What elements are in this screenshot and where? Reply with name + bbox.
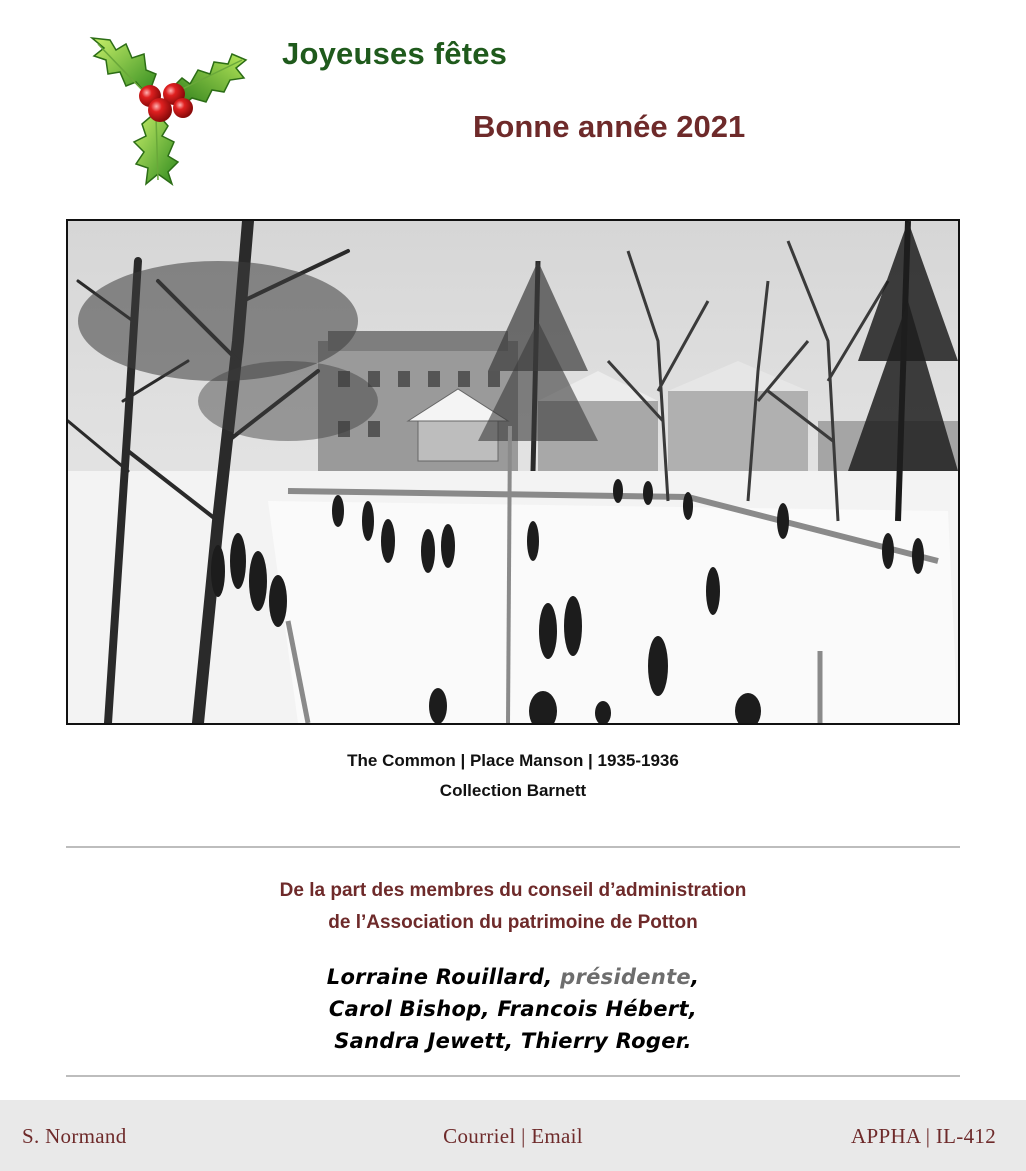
author-name: S. Normand (22, 1124, 127, 1148)
separator: | (521, 1124, 526, 1148)
message-line-1: De la part des membres du conseil d’administration (279, 880, 747, 901)
document-code: IL-412 (935, 1124, 996, 1148)
footer-bar (0, 1100, 1026, 1171)
reference-code (851, 1124, 996, 1149)
divider (66, 846, 960, 848)
members-line-2: Carol Bishop, Francois Hébert, (328, 997, 698, 1021)
historic-skating-photo (66, 219, 960, 725)
new-year-title: Bonne année 2021 (473, 109, 746, 144)
holly-icon (86, 34, 252, 190)
members-line-1-end: , (690, 965, 700, 989)
members-line-3: Sandra Jewett, Thierry Roger. (334, 1029, 692, 1053)
divider (66, 1075, 960, 1077)
members-line-1 (0, 965, 1026, 989)
greeting-title: Joyeuses fêtes (282, 36, 508, 71)
message-line-2: de l’Association du patrimoine de Potton (328, 912, 698, 933)
separator: | (925, 1124, 931, 1148)
photo-caption: The Common | Place Manson | 1935-1936 (347, 751, 679, 770)
courriel-link[interactable]: Courriel (443, 1124, 516, 1148)
president-title: présidente (560, 965, 691, 989)
president-name: Lorraine Rouillard, (326, 965, 561, 989)
photo-credit: Collection Barnett (439, 781, 587, 800)
email-link[interactable]: Email (531, 1124, 583, 1148)
org-code: APPHA (851, 1124, 921, 1148)
